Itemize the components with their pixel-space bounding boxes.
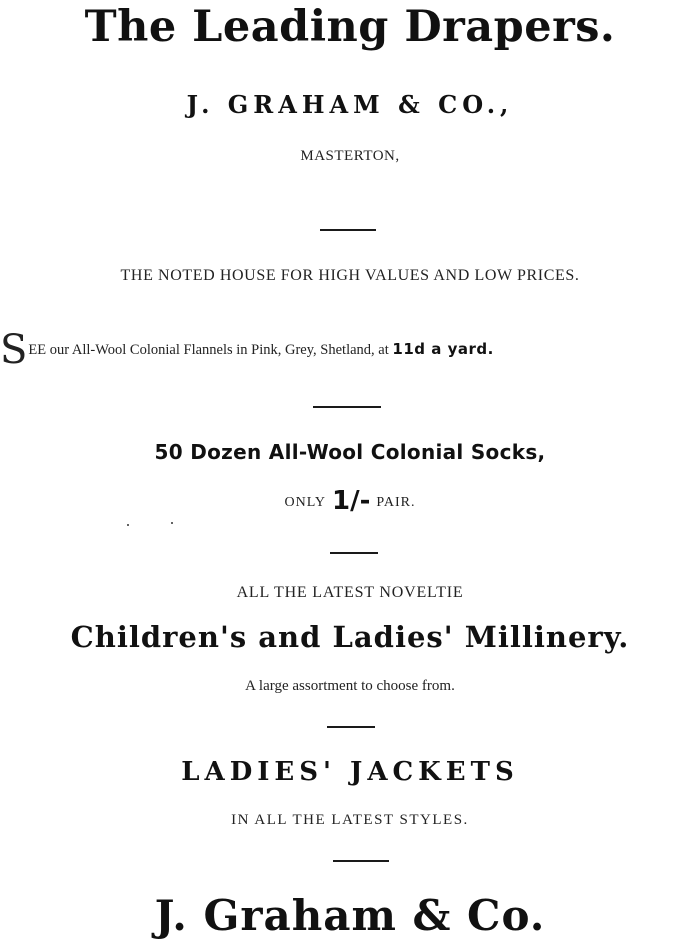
millinery-heading: Children's and Ladies' Millinery.	[70, 620, 630, 654]
novelties-line: ALL THE LATEST NOVELTIE	[236, 584, 464, 601]
advert-heading: The Leading Drapers.	[84, 2, 616, 52]
divider-rule	[320, 229, 376, 231]
jackets-styles-line: IN ALL THE LATEST STYLES.	[231, 812, 469, 828]
socks-price-suffix: PAIR.	[376, 495, 416, 510]
flannel-notice	[0, 327, 700, 373]
socks-offer: 50 Dozen All-Wool Colonial Socks,	[154, 440, 546, 464]
divider-rule	[333, 860, 389, 862]
signature: J. Graham & Co.	[154, 891, 546, 940]
flannel-text: EE our All-Wool Colonial Flannels in Pink, Grey, Shetland, at	[28, 342, 393, 358]
drop-cap: S	[0, 327, 28, 373]
print-speck	[171, 522, 173, 524]
divider-rule	[330, 552, 378, 554]
jackets-heading: LADIES' JACKETS	[181, 757, 519, 787]
print-speck	[127, 524, 129, 526]
socks-price-amount: 1/-	[331, 486, 371, 516]
assortment-line: A large assortment to choose from.	[245, 678, 455, 694]
divider-rule	[313, 406, 381, 408]
socks-price-prefix: ONLY	[284, 495, 326, 510]
flannel-price: 11d a yard.	[392, 340, 494, 358]
firm-name: J. GRAHAM & CO.,	[186, 90, 514, 119]
socks-price-line	[0, 486, 700, 516]
divider-rule	[327, 726, 375, 728]
tagline: THE NOTED HOUSE FOR HIGH VALUES AND LOW PRICES.	[120, 267, 580, 284]
town-name: MASTERTON,	[300, 148, 400, 164]
